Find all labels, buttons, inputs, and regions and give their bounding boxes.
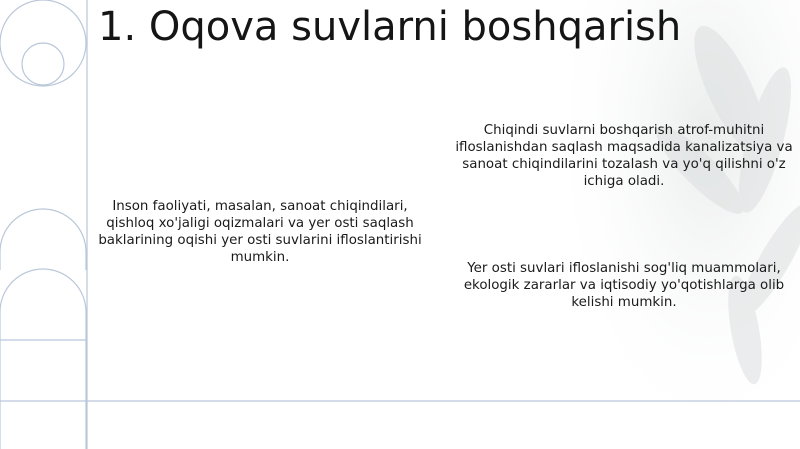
slide-title: 1. Oqova suvlarni boshqarish bbox=[98, 4, 682, 50]
paragraph-left: Inson faoliyati, masalan, sanoat chiqindilari, qishloq xo'jaligi oqizmalari va yer osti saqlash baklarining oqishi yer osti suvlarini ifloslantirishi mumkin. bbox=[98, 199, 422, 265]
paragraph-bottom-right: Yer osti suvlari ifloslanishi sog'liq muammolari, ekologik zararlar va iqtisodiy yo'qotishlarga olib kelishi mumkin. bbox=[463, 261, 785, 310]
paragraph-top-right: Chiqindi suvlarni boshqarish atrof-muhitni ifloslanishdan saqlash maqsadida kanalizatsiya va sanoat chiqindilarini tozalash va yo'q qilishni o'z ichiga oladi. bbox=[455, 123, 793, 189]
